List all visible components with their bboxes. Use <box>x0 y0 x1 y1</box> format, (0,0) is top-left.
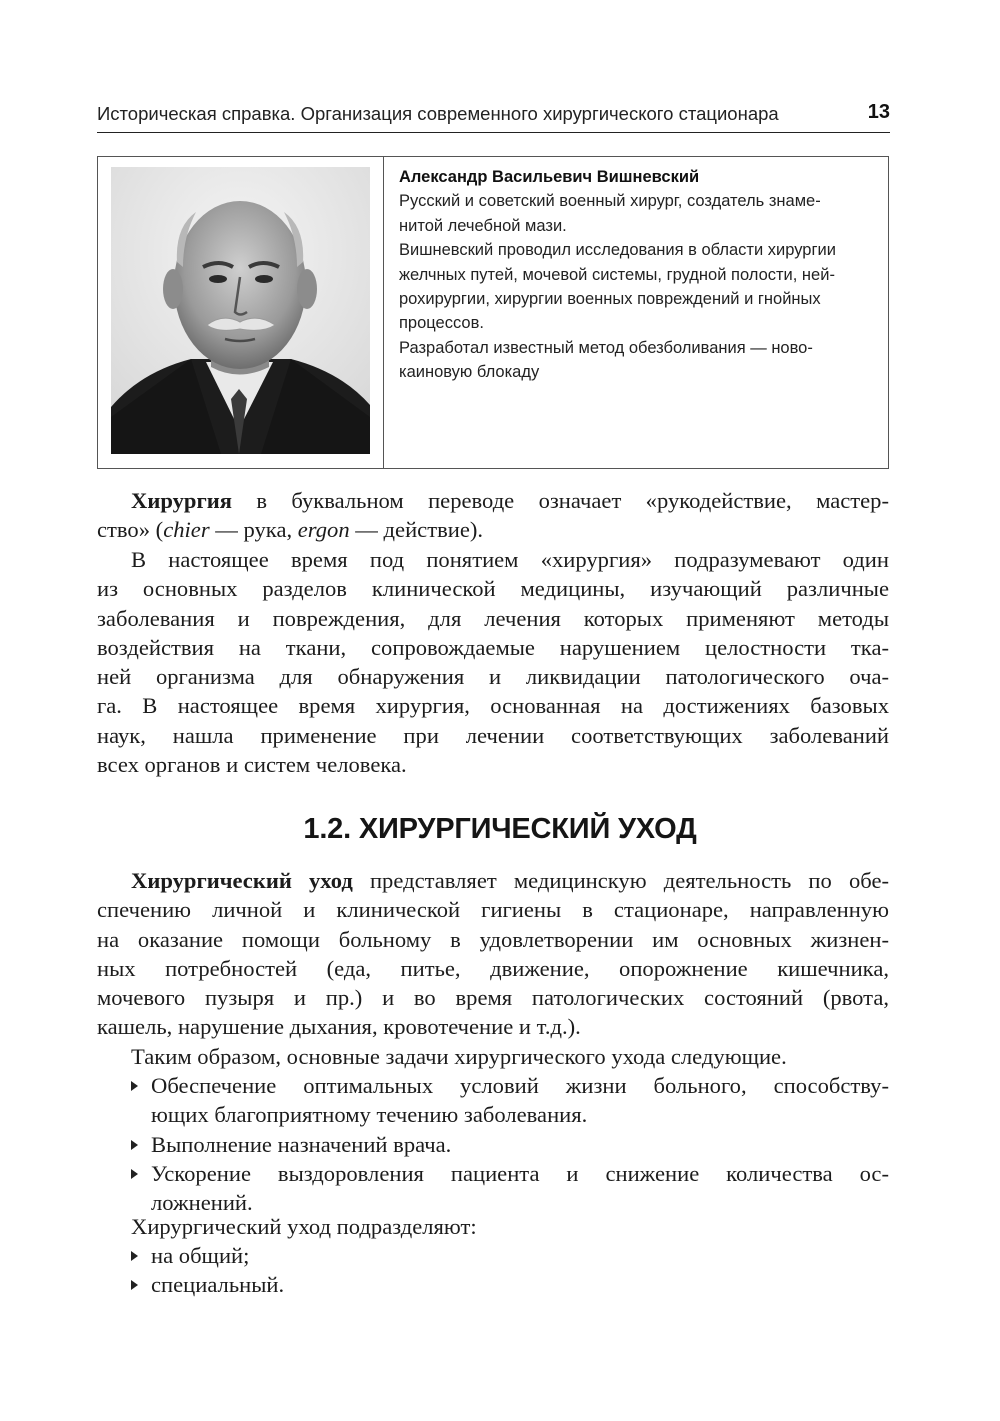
triangle-bullet-icon <box>131 1140 138 1150</box>
paragraph-line: ней организма для обнаружения и ликвидации патологического оча- <box>97 664 889 690</box>
paragraph-surgery-concept <box>97 545 889 779</box>
biography-line: нитой лечебной мази. <box>399 216 567 235</box>
paragraph-line: всех органов и систем человека. <box>97 752 407 778</box>
paragraph-line: из основных разделов клинической медицины, изучающий различные <box>97 576 889 602</box>
list-item <box>97 1159 889 1218</box>
portrait-photo-icon <box>111 167 370 454</box>
paragraph-line: ных потребностей (еда, питье, движение, опорожнение кишечника, <box>97 955 889 981</box>
biography-line: желчных путей, мочевой системы, грудной полости, ней- <box>399 265 835 284</box>
list-item <box>97 1241 889 1270</box>
biography-text <box>399 165 879 385</box>
text-fragment: представляет медицинскую деятельность по обе- <box>352 868 890 893</box>
biography-line: каиновую блокаду <box>399 363 540 382</box>
triangle-bullet-icon <box>131 1251 138 1261</box>
paragraph-line: наук, нашла применение при лечении соответствующих заболеваний <box>97 722 889 748</box>
text-fragment: ство» ( <box>97 517 164 543</box>
paragraph-line <box>97 486 889 515</box>
list-item-line: на общий; <box>151 1243 250 1268</box>
paragraph-line: га. В настоящее время хирургия, основанная на достижениях базовых <box>97 693 889 719</box>
biography-name: Александр Васильевич Вишневский <box>399 168 700 186</box>
triangle-bullet-icon <box>131 1169 138 1179</box>
biography-line: процессов. <box>399 314 484 333</box>
text-fragment: — рука, <box>209 517 298 543</box>
paragraph-line: кашель, нарушение дыхания, кровотечение и т.д.). <box>97 1014 581 1040</box>
term-ergon: ergon <box>297 517 350 543</box>
paragraph-surgical-care <box>97 866 889 1071</box>
list-item <box>97 1270 889 1299</box>
paragraph-line: мочевого пузыря и пр.) и во время патологических состояний (рвота, <box>97 985 889 1011</box>
list-item-line: ющих благоприятному течению заболевания. <box>151 1102 588 1128</box>
biography-box <box>97 156 889 469</box>
tasks-intro: Таким образом, основные задачи хирургического ухода следующие. <box>131 1043 787 1069</box>
paragraph-line: спечению личной и клинической гигиены в стационаре, направленную <box>97 897 889 923</box>
text-fragment: — действие). <box>349 517 484 543</box>
biography-line: Разработал известный метод обезболивания — ново- <box>399 338 813 357</box>
portrait-photo <box>111 167 370 454</box>
biography-line: Вишневский проводил исследования в области хирургии <box>399 241 836 260</box>
types-intro: Хирургический уход подразделяют: <box>131 1214 477 1239</box>
tasks-list <box>97 1071 889 1217</box>
section-heading: 1.2. ХИРУРГИЧЕСКИЙ УХОД <box>303 813 697 845</box>
text-fragment: в буквальном переводе означает «рукодействие, мастер- <box>231 488 889 513</box>
triangle-bullet-icon <box>131 1280 138 1290</box>
paragraph-line: заболевания и повреждения, для лечения которых применяют методы <box>97 605 889 631</box>
paragraph-line <box>97 866 889 895</box>
paragraph-line <box>97 515 889 544</box>
types-list <box>97 1241 889 1300</box>
list-item-line: Обеспечение оптимальных условий жизни больного, способству- <box>151 1073 889 1098</box>
paragraph-line: на оказание помощи больному в удовлетворении им основных жизнен- <box>97 926 889 952</box>
paragraph-line: воздействия на ткани, сопровождаемые нарушением целостности тка- <box>97 634 889 660</box>
list-item-line: Выполнение назначений врача. <box>151 1131 452 1157</box>
keyword-surgery: Хирургия <box>131 488 232 513</box>
types-intro-block <box>97 1212 889 1241</box>
running-title: Историческая справка. Организация современного хирургического стационара <box>97 103 779 124</box>
triangle-bullet-icon <box>131 1081 138 1091</box>
list-item-line: Ускорение выздоровления пациента и снижение количества ос- <box>151 1160 889 1186</box>
list-item <box>97 1130 889 1159</box>
running-header <box>97 100 890 133</box>
biography-divider <box>383 157 384 468</box>
page-number: 13 <box>867 101 890 123</box>
paragraph-line: В настоящее время под понятием «хирургия» подразумевают один <box>131 547 889 572</box>
list-item-line: специальный. <box>151 1272 285 1298</box>
term-chier: chier <box>163 517 210 543</box>
biography-line: рохирургии, хирургии военных повреждений и гнойных <box>399 290 821 309</box>
biography-line: Русский и советский военный хирург, создатель знаме- <box>399 192 821 211</box>
list-item <box>97 1071 889 1130</box>
list-item-line: ложнений. <box>151 1190 253 1216</box>
paragraph-surgery-definition <box>97 486 889 545</box>
keyword-surgical-care: Хирургический уход <box>131 868 353 893</box>
